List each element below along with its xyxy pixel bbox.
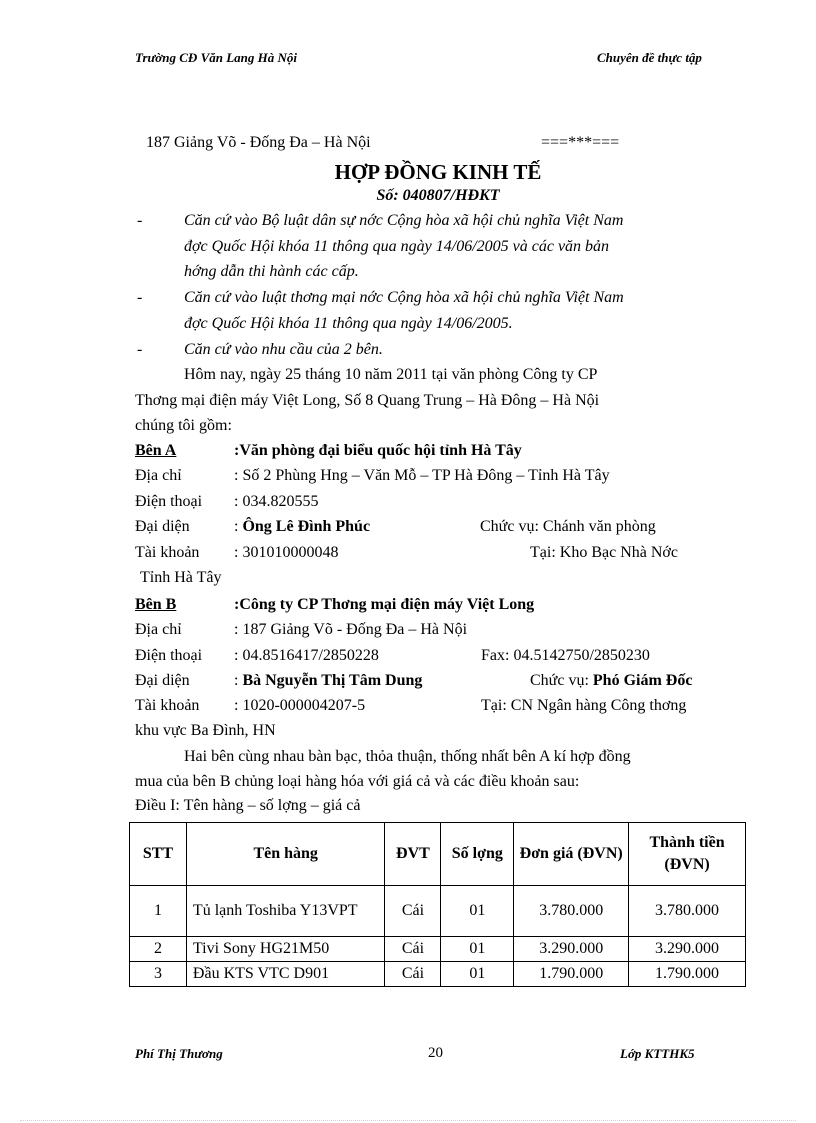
basis-3-line-1: Căn cứ vào nhu cầu của 2 bên. xyxy=(184,341,383,358)
party-a-representative: Ông Lê Đình Phúc xyxy=(242,518,371,535)
cell-item-name: Tivi Sony HG21M50 xyxy=(186,937,385,962)
party-a-address: : Số 2 Phùng Hng – Văn Mỗ – TP Hà Đông – Tỉnh Hà Tây xyxy=(234,467,610,484)
basis-1-line-1: Căn cứ vào Bộ luật dân sự nớc Cộng hòa xã hội chủ nghĩa Việt Nam xyxy=(184,212,624,229)
cell-quantity: 01 xyxy=(441,937,514,962)
party-b-address-label: Địa chỉ xyxy=(135,621,182,638)
article-1-heading: Điều I: Tên hàng – số lợng – giá cả xyxy=(135,797,361,814)
party-a-rep-label: Đại diện xyxy=(135,518,190,535)
intro-line-1: Hôm nay, ngày 25 tháng 10 năm 2011 tại văn phòng Công ty CP xyxy=(184,366,598,383)
party-b-name: :Công ty CP Thơng mại điện máy Việt Long xyxy=(234,596,535,613)
cell-item-name: Tủ lạnh Toshiba Y13VPT xyxy=(186,886,385,937)
header-stt: STT xyxy=(130,823,187,886)
party-b-account-label: Tài khoản xyxy=(135,697,200,714)
party-b-rep-label: Đại diện xyxy=(135,672,190,689)
party-b-position: Phó Giám Đốc xyxy=(592,672,693,689)
cell-quantity: 01 xyxy=(441,886,514,937)
page-number: 20 xyxy=(428,1045,443,1061)
party-a-bank-cont: Tỉnh Hà Tây xyxy=(140,569,222,586)
party-b-bank: Tại: CN Ngân hàng Công thơng xyxy=(481,697,687,714)
cell-quantity: 01 xyxy=(441,962,514,987)
agreement-line-2: mua của bên B chủng loại hàng hóa với giá cả và các điều khoản sau: xyxy=(135,773,580,790)
party-b-phone: : 04.8516417/2850228 xyxy=(234,647,379,664)
basis-2-line-2: đợc Quốc Hội khóa 11 thông qua ngày 14/06/2005. xyxy=(184,315,513,332)
bullet-dash: - xyxy=(137,289,143,306)
header-amount: Thành tiền (ĐVN) xyxy=(629,823,746,886)
party-a-label: Bên A xyxy=(135,442,177,459)
party-b-address: : 187 Giảng Võ - Đống Đa – Hà Nội xyxy=(234,621,468,638)
cell-stt: 2 xyxy=(130,937,187,962)
cell-item-name: Đầu KTS VTC D901 xyxy=(186,962,385,987)
goods-table xyxy=(129,822,746,987)
header-quantity: Số lợng xyxy=(441,823,514,886)
header-unit: ĐVT xyxy=(385,823,441,886)
party-a-rep-prefix: : xyxy=(234,518,243,535)
basis-2-line-1: Căn cứ vào luật thơng mại nớc Cộng hòa xã hội chủ nghĩa Việt Nam xyxy=(184,289,624,306)
header-unit-price: Đơn giá (ĐVN) xyxy=(514,823,629,886)
stars-decoration: ===***=== xyxy=(541,134,620,151)
agreement-line-1: Hai bên cùng nhau bàn bạc, thỏa thuận, thống nhất bên A kí hợp đồng xyxy=(184,748,631,765)
party-b-phone-label: Điện thoại xyxy=(135,647,203,664)
cell-stt: 3 xyxy=(130,962,187,987)
cell-unit: Cái xyxy=(385,962,441,987)
contract-title: HỢP ĐỒNG KINH TẾ xyxy=(334,160,542,184)
party-b-fax: Fax: 04.5142750/2850230 xyxy=(481,647,650,664)
bullet-dash: - xyxy=(137,212,143,229)
cell-stt: 1 xyxy=(130,886,187,937)
cell-unit: Cái xyxy=(385,886,441,937)
cell-unit-price: 1.790.000 xyxy=(514,962,629,987)
footer-class: Lớp KTTHK5 xyxy=(620,1046,695,1061)
party-b-label: Bên B xyxy=(135,596,177,613)
contract-number: Số: 040807/HĐKT xyxy=(376,187,500,204)
table-row xyxy=(130,962,746,987)
party-a-position: Chức vụ: Chánh văn phòng xyxy=(480,518,656,535)
party-a-phone: : 034.820555 xyxy=(234,493,319,510)
table-header-row xyxy=(130,823,746,886)
footer-author: Phí Thị Thương xyxy=(135,1046,223,1061)
intro-line-3: chúng tôi gồm: xyxy=(135,417,232,434)
party-b-position-line xyxy=(530,672,692,690)
party-a-bank: Tại: Kho Bạc Nhà Nớc xyxy=(530,544,678,561)
cell-amount: 1.790.000 xyxy=(629,962,746,987)
party-a-address-label: Địa chỉ xyxy=(135,467,182,484)
cell-amount: 3.780.000 xyxy=(629,886,746,937)
header-item-name: Tên hàng xyxy=(186,823,385,886)
header-subject: Chuyên đề thực tập xyxy=(597,50,702,65)
party-b-bank-cont: khu vực Ba Đình, HN xyxy=(135,722,276,739)
party-b-rep-line xyxy=(234,672,422,690)
intro-line-2: Thơng mại điện máy Việt Long, Số 8 Quang Trung – Hà Đông – Hà Nội xyxy=(135,392,600,409)
party-b-account: : 1020-000004207-5 xyxy=(234,697,366,714)
bullet-dash: - xyxy=(137,341,143,358)
table-row xyxy=(130,886,746,937)
cell-unit-price: 3.780.000 xyxy=(514,886,629,937)
cell-unit-price: 3.290.000 xyxy=(514,937,629,962)
party-b-rep-prefix: : xyxy=(234,672,243,689)
party-b-representative: Bà Nguyễn Thị Tâm Dung xyxy=(242,672,423,689)
party-a-account-label: Tài khoản xyxy=(135,544,200,561)
party-a-rep-line xyxy=(234,518,370,536)
cell-amount: 3.290.000 xyxy=(629,937,746,962)
page-edge-divider xyxy=(20,1120,796,1121)
party-a-phone-label: Điện thoại xyxy=(135,493,203,510)
company-address: 187 Giảng Võ - Đống Đa – Hà Nội xyxy=(146,134,371,151)
cell-unit: Cái xyxy=(385,937,441,962)
party-a-name: :Văn phòng đại biểu quốc hội tỉnh Hà Tây xyxy=(234,442,522,459)
basis-1-line-2: đợc Quốc Hội khóa 11 thông qua ngày 14/06/2005 và các văn bản xyxy=(184,238,610,255)
header-school: Trường CĐ Văn Lang Hà Nội xyxy=(135,50,298,65)
party-a-account: : 301010000048 xyxy=(234,544,339,561)
table-row xyxy=(130,937,746,962)
basis-1-line-3: hớng dẫn thi hành các cấp. xyxy=(184,263,359,280)
party-b-position-prefix: Chức vụ: xyxy=(530,672,593,689)
